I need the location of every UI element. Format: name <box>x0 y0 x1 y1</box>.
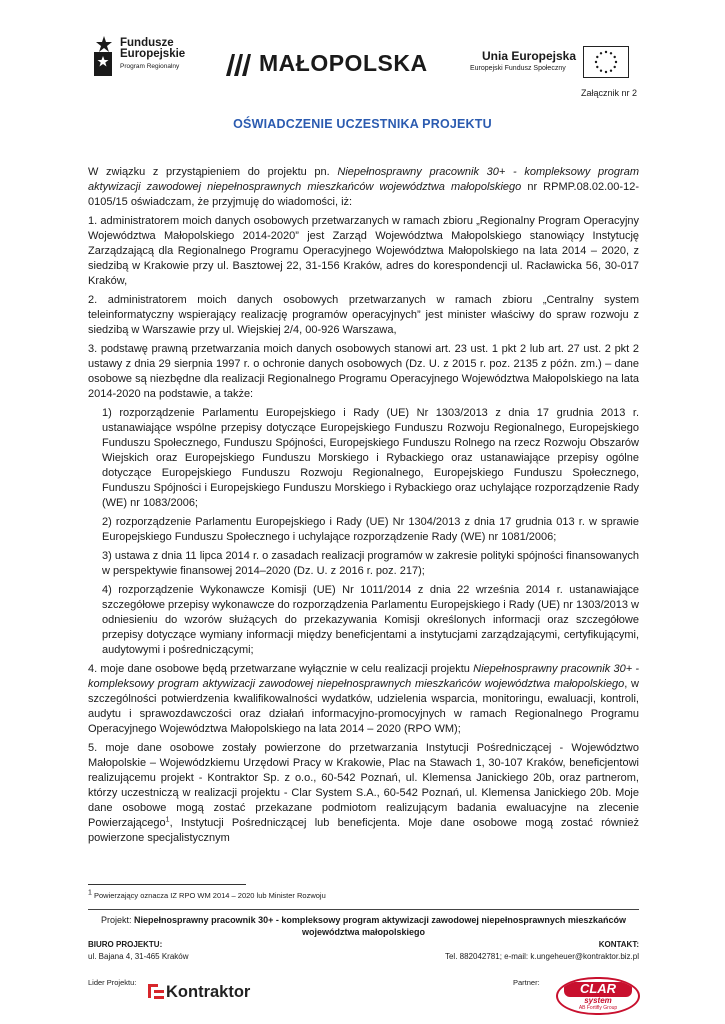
clar-system-text: system <box>584 996 612 1005</box>
point-2: 2. administratorem moich danych osobowych przetwarzanych w ramach zbioru „Centralny system teleinformatyczny wspierający realizację programów operacyjnych” jest minister właściwy do spraw rozwoju z siedzibą w Warszawie przy ul. Wiejskiej 2/4, 00-926 Warszawa, <box>88 294 639 336</box>
kontraktor-mark-icon <box>146 982 166 1004</box>
subpoint-4: 4) rozporządzenie Wykonawcze Komisji (UE) Nr 1011/2014 z dnia 22 września 2014 r. ustanawiające szczegółowe przepisy wykonawcze do rozporządzenia Parlamentu Europejskiego i Rady (UE) nr 1303/2013 w odniesieniu do wzorów służących do przekazywania Komisji określonych informacji oraz szczegółowe przepisy dotyczące wymiany informacji między beneficjentami a instytucjami zarządzającymi, certyfikującymi, audytowymi i pośredniczącymi; <box>102 584 639 656</box>
contact-label: KONTAKT: <box>598 940 639 949</box>
point-3: 3. podstawę prawną przetwarzania moich danych osobowych stanowi art. 23 ust. 1 pkt 2 lub art. 27 ust. 2 pkt 2 ustawy z dnia 29 sierpnia 1997 r. o ochronie danych osobowych (Dz. U. z 2015 r. poz. 2135 z późn. zm.) – dane osobowe są niezbędne dla realizacji Regionalnego Programu Operacyjnego Województwa Małopolskiego na lata 2014-2020 na podstawie, a także: <box>88 343 639 400</box>
contact-info[interactable]: Tel. 882042781; e-mail: k.ungeheuer@kontraktor.biz.pl <box>444 952 639 961</box>
page-title: OŚWIADCZENIE UCZESTNIKA PROJEKTU <box>233 117 492 131</box>
fe-line-3: Program Regionalny <box>120 63 180 70</box>
intro-pre: W związku z przystąpieniem do projektu pn. <box>88 166 338 178</box>
footer-divider <box>88 909 639 910</box>
logo-unia-europejska <box>470 46 635 82</box>
logo-kontraktor <box>146 982 251 1006</box>
subpoint-2: 2) rozporządzenie Parlamentu Europejskiego i Rady (UE) Nr 1304/2013 z dnia 17 grudnia 013 r. w sprawie Europejskiego Funduszu Społecznego i uchylające rozporządzenie Rady (WE) nr 1081/2006; <box>102 516 639 543</box>
point-4 <box>88 662 639 737</box>
clar-group-text: AB Fortifly Group <box>578 1005 618 1011</box>
footer-project <box>88 914 639 938</box>
intro-project-name: Niepełnosprawny pracownik 30+ - kompleksowy program aktywizacji zawodowej niepełnosprawnych mieszkańców województwa małopolskiego <box>88 166 639 193</box>
p5-post: , Instytucji Pośredniczącej lub beneficjenta. Moje dane osobowe mogą zostać również powierzone specjalistycznym <box>88 817 639 844</box>
point-1: 1. administratorem moich danych osobowych przetwarzanych w ramach zbioru „Regionalny Program Operacyjny Województwa Małopolskiego 2014-2020” jest Zarząd Województwa Małopolskiego stanowiący Instytucję Zarządzającą dla Regionalnego Programu Operacyjnego Województwa Małopolskiego na lata 2014 – 2020, z siedzibą w Krakowie przy ul. Basztowej 22, 31-156 Kraków, adres do korespondencji ul. Racławicka 56, 30-017 Kraków, <box>88 215 639 287</box>
footnote <box>88 891 326 900</box>
office-address: ul. Bajana 4, 31-465 Kraków <box>88 952 189 961</box>
p4-post: , w szczególności potwierdzenia kwalifikowalności wydatków, udzielenia wsparcia, monitoringu, ewaluacji, kontroli, audytu i sprawozdawczości oraz działań informacyjno-promocyjnych w ramach Regionalnego Programu Operacyjnego Województwa Małopolskiego na lata 2014 – 2020 (RPO WM); <box>88 678 639 735</box>
office-label: BIURO PROJEKTU: <box>88 940 163 949</box>
footer-project-name: Niepełnosprawny pracownik 30+ - kompleksowy program aktywizacji zawodowej niepełnosprawnych mieszkańców województwa małopolskiego <box>134 915 626 937</box>
footer-project-label: Projekt: <box>101 915 135 925</box>
footnote-text: Powierzający oznacza IZ RPO WM 2014 – 2020 lub Minister Rozwoju <box>91 891 326 900</box>
intro-post: nr RPMP.08.02.00-12-0105/15 oświadczam, że przyjmuję do wiadomości, iż: <box>88 181 639 208</box>
kontraktor-text: Kontraktor <box>166 983 251 1001</box>
eu-flag-icon <box>583 46 629 78</box>
clar-text: CLAR <box>579 981 617 996</box>
fe-line-1: Fundusze <box>120 37 174 49</box>
footnote-ref[interactable]: 1 <box>165 816 170 824</box>
logo-fundusze-europejskie <box>92 36 202 78</box>
malopolska-text: MAŁOPOLSKA <box>259 50 428 76</box>
fe-stars-icon <box>92 36 118 76</box>
subpoint-3: 3) ustawa z dnia 11 lipca 2014 r. o zasadach realizacji programów w zakresie polityki spójności finansowanych w perspektywie finansowej 2014–2020 (Dz. U. z 2016 r. poz. 217); <box>102 550 639 577</box>
malopolska-mark-icon <box>226 52 254 76</box>
partner-label: Partner: <box>513 978 540 987</box>
attachment-label: Załącznik nr 2 <box>580 88 637 98</box>
subpoint-1: 1) rozporządzenie Parlamentu Europejskiego i Rady (UE) Nr 1303/2013 z dnia 17 grudnia 2013 r. ustanawiające wspólne przepisy dotyczące Europejskiego Funduszu Rozwoju Regionalnego, Europejskiego Funduszu Społecznego, Funduszu Spójności, Europejskiego Funduszu Rolnego na rzecz Rozwoju Obszarów Wiejskich oraz Europejskiego Funduszu Morskiego i Rybackiego oraz ustanawiające przepisy ogólne dotyczące Europejskiego Funduszu Rozwoju Regionalnego, Europejskiego Funduszu Społecznego, Funduszu Spójności i Europejskiego Funduszu Morskiego i Rybackiego oraz uchylające rozporządzenie Rady (WE) nr 1083/2006; <box>102 407 639 509</box>
footnote-mark: 1 <box>88 889 92 897</box>
logo-clar-system <box>556 977 640 1015</box>
leader-label: Lider Projektu: <box>88 978 137 987</box>
p4-pre: 4. moje dane osobowe będą przetwarzane wyłącznie w celu realizacji projektu <box>88 663 474 675</box>
footnote-divider <box>88 884 246 885</box>
ue-line-2: Europejski Fundusz Społeczny <box>470 65 566 72</box>
point-5 <box>88 741 639 846</box>
p4-project-name: Niepełnosprawny pracownik 30+ - kompleksowy program aktywizacji zawodowej niepełnosprawnych mieszkańców województwa małopolskiego <box>88 663 639 690</box>
document-body <box>88 165 639 850</box>
ue-line-1: Unia Europejska <box>482 49 577 63</box>
intro-paragraph <box>88 165 639 210</box>
fe-line-2: Europejskie <box>120 48 186 60</box>
p5-pre: 5. moje dane osobowe zostały powierzone do przetwarzania Instytucji Pośredniczącej - Województwo Małopolskie – Wojewódzkiemu Urzędowi Pracy w Krakowie, Plac na Stawach 1, 30-107 Kraków, beneficjentowi realizującemu projekt - Kontraktor Sp. z o.o., 60-542 Poznań, ul. Klemensa Janickiego 20b, oraz partnerom, którzy uczestniczą w realizacji projektu - Clar System S.A., 60-542 Poznań, ul. Klemensa Janickiego 20b. Moje dane osobowe mogą zostać przekazane podmiotom realizującym badania ewaluacyjne na zlecenie Powierzającego <box>88 742 639 829</box>
